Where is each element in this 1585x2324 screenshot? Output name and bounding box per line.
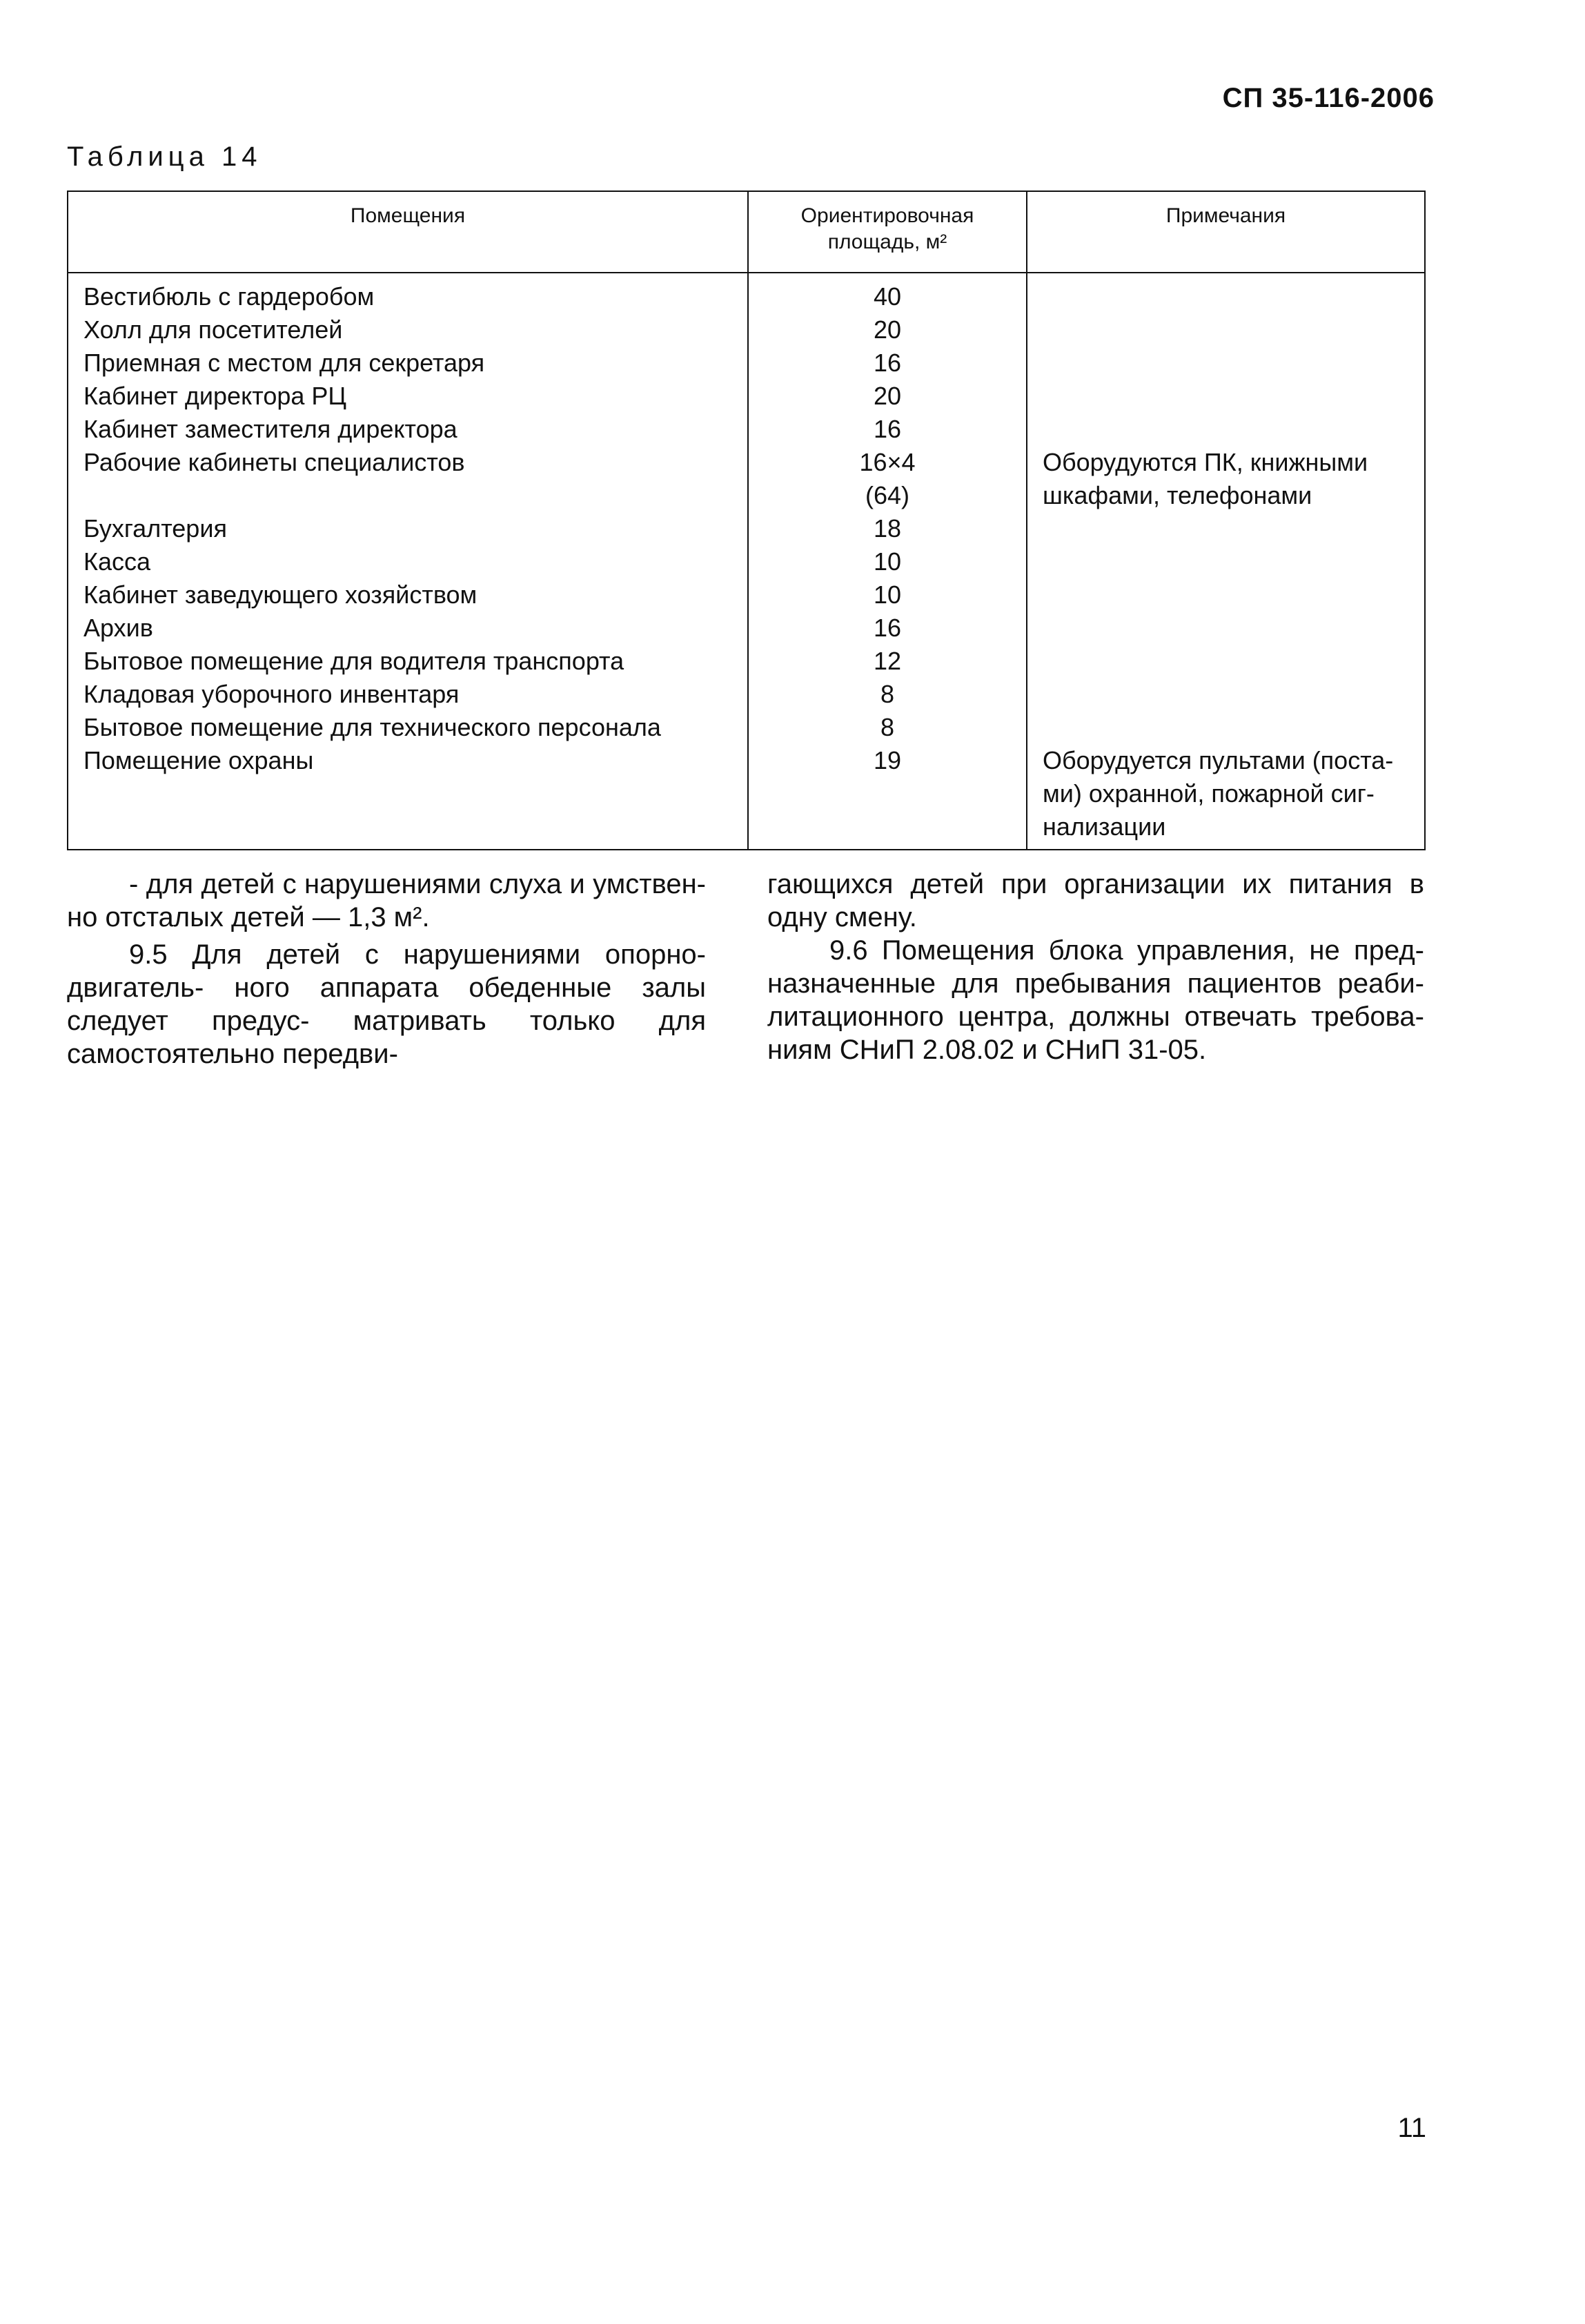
left-text-column xyxy=(67,868,706,1071)
room-area: 16 xyxy=(748,612,1027,645)
paragraph-9-6 xyxy=(767,934,1424,1066)
text-line: - для детей с нарушениями слуха и умствен- xyxy=(129,869,706,899)
table-row xyxy=(68,380,1425,413)
room-note xyxy=(1027,313,1425,346)
header-area-line: Ориентировочная xyxy=(800,204,974,227)
room-name: Кабинет заведующего хозяйством xyxy=(68,578,748,612)
table-row xyxy=(68,273,1425,313)
room-name: Бытовое помещение для водителя транспорта xyxy=(68,645,748,678)
text-line: ниям СНиП 2.08.02 и СНиП 31-05. xyxy=(767,1035,1207,1065)
table-header-row xyxy=(68,191,1425,273)
room-area-value: 16×4 xyxy=(859,448,916,476)
text-line: 9.6 Помещения блока управления, не пред- xyxy=(829,935,1424,966)
room-name: Помещение охраны xyxy=(68,744,748,850)
room-area-total: (64) xyxy=(865,481,910,509)
room-area xyxy=(748,446,1027,512)
room-area: 10 xyxy=(748,545,1027,578)
table-caption: Таблица 14 xyxy=(67,141,262,172)
table-row xyxy=(68,512,1425,545)
room-note xyxy=(1027,413,1425,446)
room-note xyxy=(1027,711,1425,744)
table-row xyxy=(68,645,1425,678)
text-line: матривать только для самостоятельно передви- xyxy=(67,1006,706,1069)
text-line: ного аппарата обеденные залы следует предус- xyxy=(67,973,706,1036)
room-name: Вестибюль с гардеробом xyxy=(68,273,748,313)
room-area: 12 xyxy=(748,645,1027,678)
table-row xyxy=(68,413,1425,446)
room-name: Кладовая уборочного инвентаря xyxy=(68,678,748,711)
table-row xyxy=(68,678,1425,711)
room-name: Холл для посетителей xyxy=(68,313,748,346)
room-area: 20 xyxy=(748,380,1027,413)
room-note xyxy=(1027,578,1425,612)
rooms-table xyxy=(67,191,1426,850)
table-row xyxy=(68,744,1425,850)
text-line: литационного центра, должны отвечать требова- xyxy=(767,1002,1424,1032)
text-line: но отсталых детей — 1,3 м². xyxy=(67,902,430,932)
paragraph-9-5 xyxy=(67,938,706,1071)
text-line: назначенные для пребывания пациентов реаби- xyxy=(767,968,1424,999)
header-rooms: Помещения xyxy=(68,191,748,273)
table-row xyxy=(68,612,1425,645)
room-note-line: нализации xyxy=(1043,812,1166,841)
room-name: Касса xyxy=(68,545,748,578)
room-area: 8 xyxy=(748,711,1027,744)
room-area: 16 xyxy=(748,346,1027,380)
room-note xyxy=(1027,346,1425,380)
room-name: Архив xyxy=(68,612,748,645)
room-name: Кабинет директора РЦ xyxy=(68,380,748,413)
room-name: Кабинет заместителя директора xyxy=(68,413,748,446)
table-row xyxy=(68,313,1425,346)
table-row xyxy=(68,711,1425,744)
room-area: 19 xyxy=(748,744,1027,850)
table-row xyxy=(68,545,1425,578)
header-notes: Примечания xyxy=(1027,191,1425,273)
room-note-line: Оборудуются ПК, книжными xyxy=(1043,448,1368,476)
room-area: 16 xyxy=(748,413,1027,446)
paragraph xyxy=(67,868,706,934)
paragraph xyxy=(767,868,1424,934)
room-note xyxy=(1027,545,1425,578)
room-note xyxy=(1027,612,1425,645)
text-line: гающихся детей при организации их питания в xyxy=(767,869,1424,899)
room-area: 18 xyxy=(748,512,1027,545)
room-note xyxy=(1027,678,1425,711)
room-note xyxy=(1027,645,1425,678)
table-row xyxy=(68,578,1425,612)
table-row xyxy=(68,346,1425,380)
room-note-line: ми) охранной, пожарной сиг- xyxy=(1043,779,1375,808)
room-note-line: Оборудуется пультами (поста- xyxy=(1043,746,1394,774)
room-area: 20 xyxy=(748,313,1027,346)
room-name: Приемная с местом для секретаря xyxy=(68,346,748,380)
right-text-column xyxy=(767,868,1424,1066)
room-name: Бытовое помещение для технического персонала xyxy=(68,711,748,744)
room-note xyxy=(1027,446,1425,512)
text-line: одну смену. xyxy=(767,902,917,932)
table-row xyxy=(68,446,1425,512)
room-note xyxy=(1027,273,1425,313)
document-code: СП 35-116-2006 xyxy=(1222,83,1435,113)
room-area: 8 xyxy=(748,678,1027,711)
header-area-line: площадь, м² xyxy=(827,231,947,253)
room-note xyxy=(1027,512,1425,545)
room-note xyxy=(1027,744,1425,850)
room-note-line: шкафами, телефонами xyxy=(1043,481,1312,509)
header-area xyxy=(748,191,1027,273)
room-area: 10 xyxy=(748,578,1027,612)
room-name: Бухгалтерия xyxy=(68,512,748,545)
page-number: 11 xyxy=(1397,2113,1426,2143)
room-area: 40 xyxy=(748,273,1027,313)
room-name: Рабочие кабинеты специалистов xyxy=(68,446,748,512)
room-note xyxy=(1027,380,1425,413)
text-line: 9.5 Для детей с нарушениями опорно-двигатель- xyxy=(67,939,706,1003)
